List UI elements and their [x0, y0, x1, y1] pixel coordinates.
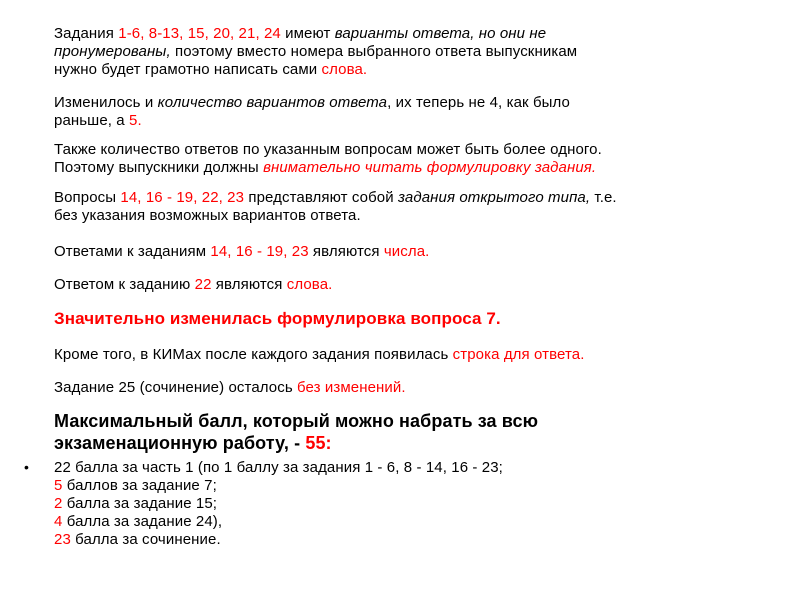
text: Ответом к заданию	[54, 276, 195, 293]
text: нужно будет грамотно написать сами	[54, 61, 322, 78]
text: поэтому вместо номера выбранного ответа выпускникам	[170, 43, 578, 60]
score-value: 23	[54, 531, 71, 548]
bullet-icon: •	[24, 459, 29, 475]
text: представляют собой	[244, 189, 398, 206]
text: экзаменационную работу, -	[54, 433, 306, 453]
score-list	[54, 459, 774, 549]
task-numbers: 1-6, 8-13, 15, 20, 21, 24	[118, 25, 281, 42]
highlight: слова.	[321, 61, 368, 78]
task-numbers: 14, 16 - 19, 23	[210, 243, 309, 260]
paragraph-multiple-answers	[54, 141, 774, 177]
score-value: 2	[54, 495, 63, 512]
list-item: балла за задание 24),	[62, 513, 223, 530]
emphasis: варианты ответа, но они не	[334, 25, 547, 42]
text: Кроме того, в КИМах после каждого задания появилась	[54, 346, 453, 363]
paragraph-answer-options	[54, 25, 774, 79]
highlight: 5.	[129, 112, 142, 129]
max-score-value: 55:	[305, 433, 332, 453]
score-value: 5	[54, 477, 63, 494]
task-numbers: 22	[194, 276, 212, 293]
task-numbers: 14, 16 - 19, 22, 23	[120, 189, 245, 206]
highlight: внимательно читать формулировку задания.	[263, 159, 597, 176]
paragraph-number-answers	[54, 243, 774, 261]
text: , их теперь не 4, как было	[387, 94, 570, 111]
list-item: балла за задание 15;	[62, 495, 218, 512]
text: являются	[211, 276, 287, 293]
score-value: 4	[54, 513, 63, 530]
text: Максимальный балл, который можно набрать за всю	[54, 411, 539, 431]
emphasis: задания открытого типа,	[397, 189, 591, 206]
paragraph-task7-change: Значительно изменилась формулировка вопроса 7.	[54, 309, 501, 328]
paragraph-open-tasks	[54, 189, 774, 225]
text: являются	[308, 243, 384, 260]
text: Вопросы	[54, 189, 121, 206]
text: без указания возможных вариантов ответа.	[54, 207, 361, 224]
list-item: баллов за задание 7;	[62, 477, 217, 494]
text: т.е.	[590, 189, 617, 206]
highlight: без изменений.	[297, 379, 406, 396]
list-item: 22 балла за часть 1 (по 1 баллу за задания 1 - 6, 8 - 14, 16 - 23;	[54, 459, 503, 476]
list-item: балла за сочинение.	[70, 531, 221, 548]
paragraph-word-answers	[54, 276, 774, 294]
text: имеют	[280, 25, 335, 42]
highlight: числа.	[383, 243, 430, 260]
paragraph-max-score	[54, 410, 774, 454]
paragraph-variant-count	[54, 94, 774, 130]
paragraph-essay	[54, 379, 774, 397]
text: Задание 25 (сочинение) осталось	[54, 379, 298, 396]
text: Задания	[54, 25, 119, 42]
text: Поэтому выпускники должны	[54, 159, 264, 176]
text: Ответами к заданиям	[54, 243, 211, 260]
paragraph-answer-line	[54, 346, 774, 364]
emphasis: количество вариантов ответа	[157, 94, 388, 111]
emphasis: пронумерованы,	[54, 43, 171, 60]
text: Изменилось и	[54, 94, 158, 111]
text: Также количество ответов по указанным вопросам может быть более одного.	[54, 141, 602, 158]
highlight: строка для ответа.	[452, 346, 585, 363]
text: раньше, а	[54, 112, 130, 129]
highlight: слова.	[286, 276, 333, 293]
